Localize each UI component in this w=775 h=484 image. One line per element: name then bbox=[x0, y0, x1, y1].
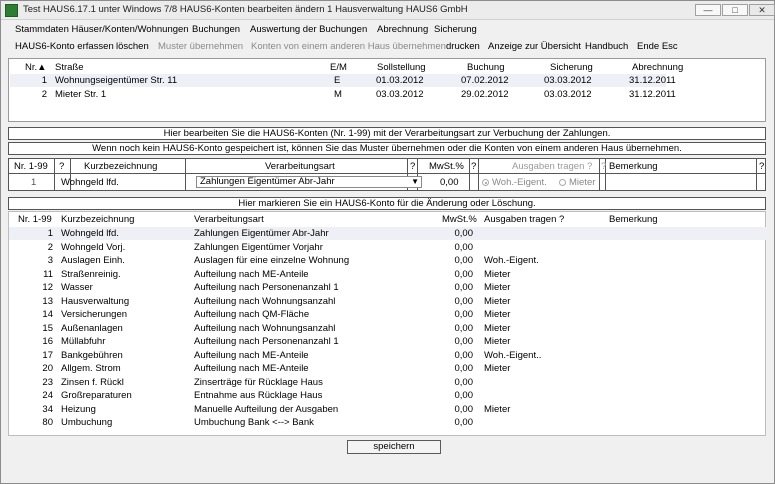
radio-icon bbox=[482, 179, 489, 186]
table-row[interactable] bbox=[9, 295, 767, 308]
account-art: Manuelle Aufteilung der Ausgaben bbox=[194, 403, 339, 415]
verarbeitungsart-value: Zahlungen Eigentümer Abr-Jahr bbox=[200, 176, 335, 187]
edit-help-mwst[interactable]: ? bbox=[471, 161, 477, 172]
window-title: Test HAUS6.17.1 unter Windows 7/8 HAUS6-Konten bearbeiten ändern 1 Hausverwaltung HAUS6 GmbH bbox=[23, 4, 468, 15]
account-art: Aufteilung nach Personenanzahl 1 bbox=[194, 282, 339, 293]
table-row[interactable] bbox=[9, 376, 767, 389]
account-art: Zahlungen Eigentümer Vorjahr bbox=[194, 241, 323, 253]
house-abrechnung[interactable]: 31.12.2011 bbox=[629, 75, 676, 86]
select-hint: Hier markieren Sie ein HAUS6-Konto für die Änderung oder Löschung. bbox=[8, 197, 766, 210]
account-mwst: 0,00 bbox=[454, 268, 473, 280]
account-art: Entnahme aus Rücklage Haus bbox=[194, 390, 323, 401]
house-soll[interactable]: 01.03.2012 bbox=[376, 75, 424, 86]
account-art: Aufteilung nach Personenanzahl 1 bbox=[194, 336, 339, 347]
table-row[interactable] bbox=[9, 254, 767, 267]
house-abrechnung[interactable]: 31.12.2011 bbox=[629, 89, 676, 100]
account-kurz: Müllabfuhr bbox=[61, 336, 106, 347]
house-nr[interactable]: 1 bbox=[41, 75, 47, 86]
menu-abrechnung[interactable]: Abrechnung bbox=[377, 24, 429, 35]
account-nr: 13 bbox=[42, 295, 53, 307]
account-kurz: Großreparaturen bbox=[61, 390, 132, 401]
col-nr[interactable]: Nr.▲ bbox=[25, 62, 47, 73]
account-nr: 17 bbox=[42, 349, 53, 361]
account-art: Zahlungen Eigentümer Abr-Jahr bbox=[194, 228, 329, 239]
acc-col-art[interactable]: Verarbeitungsart bbox=[194, 214, 264, 225]
table-row[interactable] bbox=[9, 349, 767, 362]
account-art: Umbuchung Bank <--> Bank bbox=[194, 417, 314, 428]
edit-head-ausgaben: Ausgaben tragen ? bbox=[512, 161, 593, 172]
info-line-1: Hier bearbeiten Sie die HAUS6-Konten (Nr. 1-99) mit der Verarbeitungsart zur Verbuchung der Zahlungen. bbox=[8, 127, 766, 140]
account-ausgaben: Woh.-Eigent.. bbox=[484, 349, 542, 361]
menu-buchungen[interactable]: Buchungen bbox=[192, 24, 241, 35]
col-strasse[interactable]: Straße bbox=[55, 62, 84, 73]
account-kurz: Versicherungen bbox=[61, 309, 128, 320]
account-mwst: 0,00 bbox=[454, 376, 473, 388]
table-row[interactable] bbox=[9, 322, 767, 335]
col-soll[interactable]: Sollstellung bbox=[377, 62, 426, 73]
account-ausgaben: Mieter bbox=[484, 322, 511, 334]
radio-woh-eigent[interactable] bbox=[482, 177, 547, 188]
account-mwst: 0,00 bbox=[454, 336, 473, 347]
restore-button[interactable]: □ bbox=[722, 4, 748, 16]
account-ausgaben: Mieter bbox=[484, 403, 511, 415]
edit-help-ausgaben[interactable]: ? bbox=[601, 161, 607, 172]
edit-help-art[interactable]: ? bbox=[410, 161, 416, 172]
toolbar bbox=[1, 39, 774, 54]
account-ausgaben: Mieter bbox=[484, 295, 511, 307]
table-row[interactable] bbox=[9, 308, 767, 321]
account-nr: 20 bbox=[42, 363, 53, 374]
table-row[interactable] bbox=[9, 416, 767, 429]
col-em[interactable]: E/M bbox=[330, 62, 347, 73]
account-kurz: Wasser bbox=[61, 282, 93, 293]
edit-mwst-field[interactable]: 0,00 bbox=[440, 177, 459, 188]
house-nr[interactable]: 2 bbox=[41, 89, 47, 100]
muster-button[interactable]: Muster übernehmen bbox=[158, 41, 244, 52]
acc-col-bemerkung[interactable]: Bemerkung bbox=[609, 214, 658, 225]
account-art: Aufteilung nach ME-Anteile bbox=[194, 363, 309, 374]
houses-table bbox=[8, 58, 766, 122]
acc-col-nr[interactable]: Nr. 1-99 bbox=[18, 214, 52, 225]
account-nr: 14 bbox=[42, 309, 53, 320]
account-nr: 34 bbox=[42, 403, 53, 415]
edit-nr-field[interactable]: 1 bbox=[31, 177, 37, 188]
account-art: Aufteilung nach Wohnungsanzahl bbox=[194, 295, 336, 307]
account-mwst: 0,00 bbox=[454, 295, 473, 307]
ende-button[interactable]: Ende Esc bbox=[637, 41, 678, 52]
account-mwst: 0,00 bbox=[454, 241, 473, 253]
account-art: Auslagen für eine einzelne Wohnung bbox=[194, 255, 350, 266]
account-nr: 15 bbox=[42, 322, 53, 334]
edit-form bbox=[8, 158, 766, 191]
account-kurz: Allgem. Strom bbox=[61, 363, 121, 374]
col-buchung[interactable]: Buchung bbox=[467, 62, 505, 73]
erfassen-button[interactable]: HAUS6-Konto erfassen bbox=[15, 41, 114, 52]
account-kurz: Zinsen f. Rückl bbox=[61, 376, 124, 388]
house-sicherung[interactable]: 03.03.2012 bbox=[544, 75, 592, 86]
account-mwst: 0,00 bbox=[454, 363, 473, 374]
house-sicherung[interactable]: 03.03.2012 bbox=[544, 89, 592, 100]
radio-icon bbox=[559, 179, 566, 186]
table-row[interactable] bbox=[9, 389, 767, 402]
account-mwst: 0,00 bbox=[454, 417, 473, 428]
account-kurz: Umbuchung bbox=[61, 417, 113, 428]
radio-mieter-label: Mieter bbox=[569, 177, 596, 188]
house-em[interactable]: M bbox=[334, 89, 342, 100]
account-nr: 11 bbox=[43, 268, 53, 280]
uebersicht-button[interactable]: Anzeige zur Übersicht bbox=[488, 41, 581, 52]
account-kurz: Auslagen Einh. bbox=[61, 255, 125, 266]
account-nr: 16 bbox=[42, 336, 53, 347]
account-kurz: Bankgebühren bbox=[61, 349, 123, 361]
account-nr: 23 bbox=[42, 376, 53, 388]
accounts-table bbox=[8, 211, 766, 436]
account-art: Aufteilung nach Wohnungsanzahl bbox=[194, 322, 336, 334]
edit-help-bemerkung[interactable]: ? bbox=[759, 161, 765, 172]
edit-head-bemerkung: Bemerkung bbox=[609, 161, 658, 172]
app-icon bbox=[5, 4, 18, 17]
account-ausgaben: Mieter bbox=[484, 309, 511, 320]
account-kurz: Außenanlagen bbox=[61, 322, 123, 334]
handbuch-button[interactable]: Handbuch bbox=[585, 41, 629, 52]
edit-head-mwst: MwSt.% bbox=[429, 161, 464, 172]
house-buchung[interactable]: 29.02.2012 bbox=[461, 89, 509, 100]
account-nr: 12 bbox=[42, 282, 53, 293]
minimize-button[interactable]: — bbox=[695, 4, 721, 16]
account-kurz: Straßenreinig. bbox=[61, 268, 121, 280]
account-mwst: 0,00 bbox=[454, 349, 473, 361]
table-row[interactable] bbox=[9, 241, 767, 254]
house-strasse[interactable]: Mieter Str. 1 bbox=[55, 89, 107, 100]
menu-stammdaten[interactable]: Stammdaten Häuser/Konten/Wohnungen bbox=[15, 24, 189, 35]
house-buchung[interactable]: 07.02.2012 bbox=[461, 75, 509, 86]
menu-bar bbox=[1, 22, 774, 37]
account-mwst: 0,00 bbox=[454, 390, 473, 401]
table-row[interactable] bbox=[9, 362, 767, 375]
acc-col-kurz[interactable]: Kurzbezeichnung bbox=[61, 214, 135, 225]
table-row[interactable] bbox=[9, 281, 767, 294]
account-mwst: 0,00 bbox=[454, 255, 473, 266]
edit-help-nr[interactable]: ? bbox=[59, 161, 65, 172]
account-mwst: 0,00 bbox=[454, 322, 473, 334]
acc-col-ausgaben[interactable]: Ausgaben tragen ? bbox=[484, 214, 565, 225]
account-kurz: Heizung bbox=[61, 403, 96, 415]
table-row[interactable] bbox=[9, 403, 767, 416]
table-row[interactable] bbox=[9, 335, 767, 348]
account-mwst: 0,00 bbox=[454, 228, 473, 239]
edit-head-kurz: Kurzbezeichnung bbox=[84, 161, 158, 172]
account-mwst: 0,00 bbox=[454, 309, 473, 320]
account-art: Aufteilung nach ME-Anteile bbox=[194, 349, 309, 361]
account-art: Aufteilung nach ME-Anteile bbox=[194, 268, 309, 280]
col-sicherung[interactable]: Sicherung bbox=[550, 62, 593, 73]
menu-auswertung[interactable]: Auswertung der Buchungen bbox=[250, 24, 368, 35]
account-art: Aufteilung nach QM-Fläche bbox=[194, 309, 310, 320]
edit-head-nr: Nr. 1-99 bbox=[14, 161, 48, 172]
radio-mieter[interactable] bbox=[559, 177, 595, 188]
account-art: Zinserträge für Rücklage Haus bbox=[194, 376, 323, 388]
account-kurz: Hausverwaltung bbox=[61, 295, 130, 307]
verarbeitungsart-select[interactable] bbox=[196, 176, 422, 188]
account-nr: 1 bbox=[47, 228, 53, 239]
radio-woh-eigent-label: Woh.-Eigent. bbox=[492, 177, 547, 188]
chevron-down-icon[interactable]: ▼ bbox=[411, 177, 419, 186]
account-nr: 24 bbox=[42, 390, 53, 401]
account-kurz: Wohngeld Vorj. bbox=[61, 241, 126, 253]
edit-head-art: Verarbeitungsart bbox=[265, 161, 335, 172]
andere-haus-button[interactable]: Konten von einem anderen Haus übernehmen bbox=[251, 41, 446, 52]
col-abrechnung[interactable]: Abrechnung bbox=[632, 62, 684, 73]
account-mwst: 0,00 bbox=[454, 403, 473, 415]
title-bar bbox=[1, 1, 774, 20]
account-nr: 2 bbox=[47, 241, 53, 253]
close-button[interactable]: ✕ bbox=[749, 4, 775, 16]
account-nr: 80 bbox=[42, 417, 53, 428]
save-button[interactable]: speichern bbox=[347, 440, 441, 454]
house-soll[interactable]: 03.03.2012 bbox=[376, 89, 424, 100]
account-kurz: Wohngeld lfd. bbox=[61, 228, 119, 239]
menu-sicherung[interactable]: Sicherung bbox=[434, 24, 477, 35]
account-ausgaben: Mieter bbox=[484, 363, 511, 374]
account-mwst: 0,00 bbox=[454, 282, 473, 293]
info-line-2: Wenn noch kein HAUS6-Konto gespeichert ist, können Sie das Muster übernehmen oder die Konten von einem anderen Haus übernehmen. bbox=[8, 142, 766, 155]
table-row[interactable] bbox=[9, 268, 767, 281]
loeschen-button[interactable]: löschen bbox=[116, 41, 149, 52]
house-em[interactable]: E bbox=[334, 75, 341, 86]
account-nr: 3 bbox=[47, 255, 53, 266]
edit-kurz-field[interactable]: Wohngeld lfd. bbox=[61, 177, 119, 188]
account-ausgaben: Mieter bbox=[484, 282, 511, 293]
account-ausgaben: Woh.-Eigent. bbox=[484, 255, 539, 266]
house-strasse[interactable]: Wohnungseigentümer Str. 11 bbox=[55, 75, 178, 86]
drucken-button[interactable]: drucken bbox=[446, 41, 480, 52]
account-ausgaben: Mieter bbox=[484, 336, 511, 347]
acc-col-mwst[interactable]: MwSt.% bbox=[442, 214, 477, 225]
table-row[interactable] bbox=[9, 227, 767, 240]
account-ausgaben: Mieter bbox=[484, 268, 511, 280]
